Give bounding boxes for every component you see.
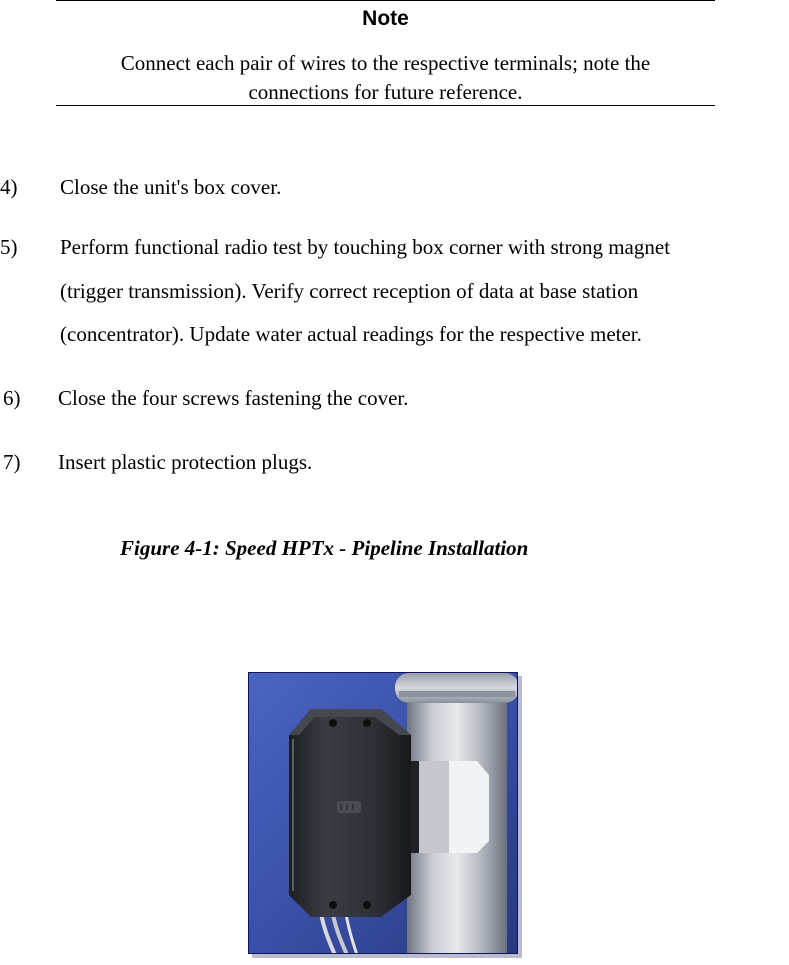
step-text: Insert plastic protection plugs.: [58, 450, 313, 474]
step-number: 4): [0, 175, 18, 199]
note-text-line-1: Connect each pair of wires to the respective terminals; note the: [120, 51, 651, 75]
note-text-line-2: connections for future reference.: [248, 80, 523, 104]
step-text-line-3: (concentrator). Update water actual readings for the respective meter.: [60, 322, 642, 346]
pipeline-installation-photo: [248, 672, 518, 954]
step-number: 6): [3, 386, 21, 410]
note-title: Note: [362, 7, 409, 30]
step-number: 7): [3, 450, 21, 474]
step-text-line-2: (trigger transmission). Verify correct reception of data at base station: [60, 279, 639, 303]
figure-caption: Figure 4-1: Speed HPTx - Pipeline Installation: [120, 536, 529, 560]
step-text-line-1: Perform functional radio test by touching box corner with strong magnet: [60, 235, 671, 259]
step-text: Close the four screws fastening the cover.: [58, 386, 409, 410]
step-text: Close the unit's box cover.: [60, 175, 282, 199]
note-box: [56, 0, 715, 106]
note-text: [56, 49, 715, 107]
figure-photo-frame: [248, 672, 524, 960]
device-on-pipe-image: [249, 673, 518, 954]
step-number: 5): [0, 235, 18, 259]
